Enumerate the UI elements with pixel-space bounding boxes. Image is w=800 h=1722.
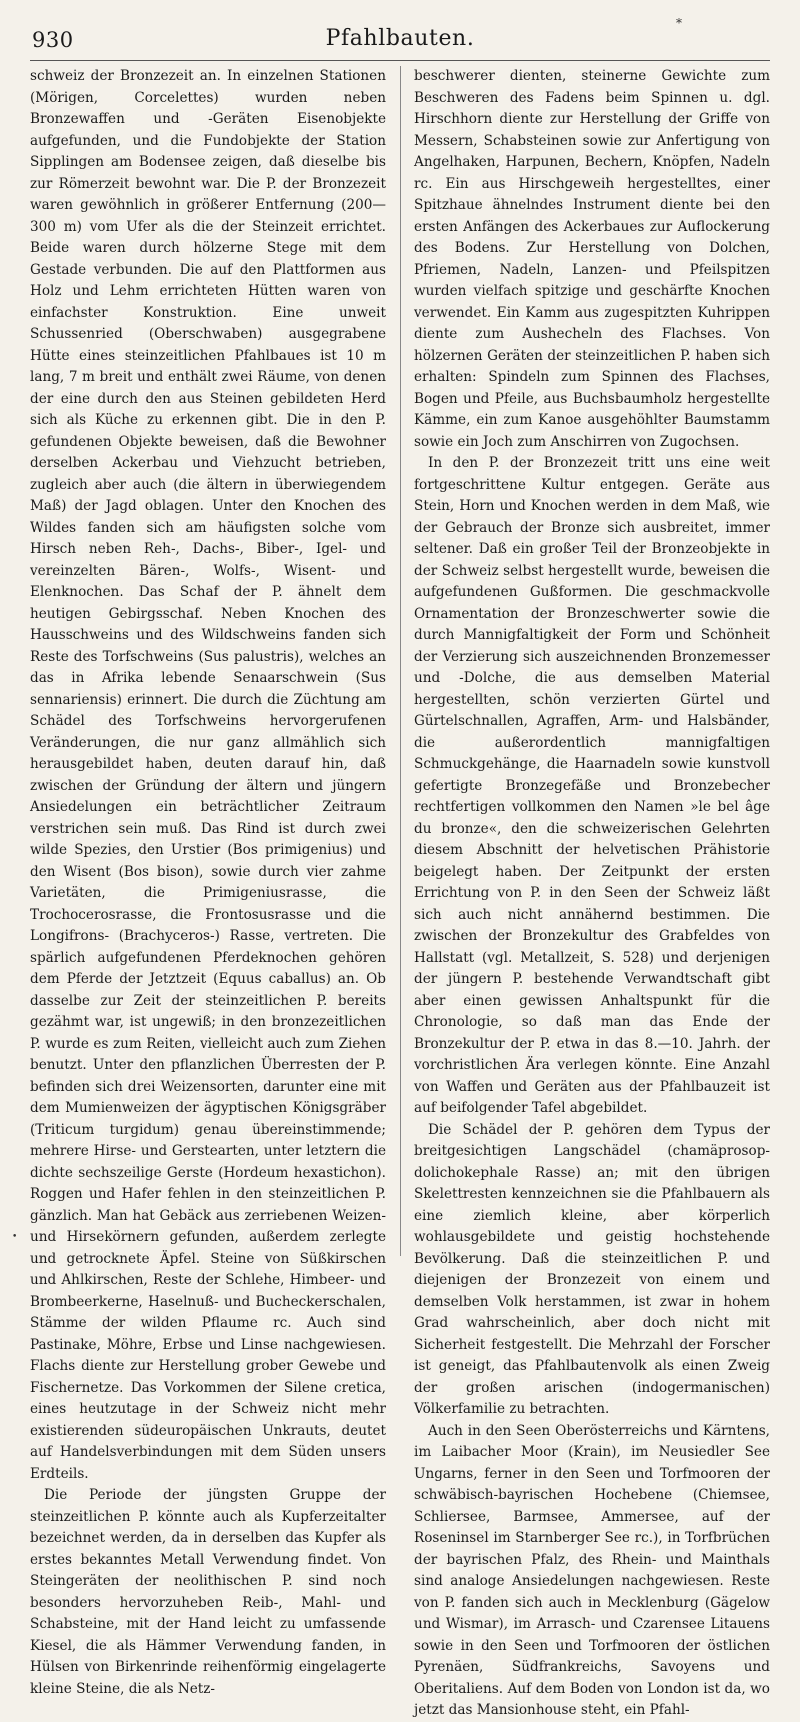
- page-header: [30, 24, 770, 58]
- paragraph: Die Periode der jüngsten Gruppe der steinzeitlichen P. könnte auch als Kupferzeitalter bezeichnet werden, da in derselben das Kupfer als erstes bekanntes Metall Verwendung findet. Von Steingeräten der neolithischen P. sind noch besonders hervorzuheben Reib-, Mahl- und Schabsteine, mit der Hand leicht zu umfassende Kiesel, die als Hämmer Verwendung fanden, in Hülsen von Birkenrinde reihenförmig eingelagerte kleine Steine, die als Netz-: [30, 1487, 386, 1697]
- right-column: [414, 66, 770, 1718]
- header-rule: [30, 60, 770, 61]
- left-column: [30, 66, 386, 1697]
- paragraph: In den P. der Bronzezeit tritt uns eine weit fortgeschrittene Kultur entgegen. Geräte aus Stein, Horn und Knochen werden in dem Maß, wie der Gebrauch der Bronze sich ausbreitet, immer seltener. Daß ein großer Teil der Bronzeobjekte in der Schweiz selbst hergestellt wurde, beweisen die aufgefundenen Gußformen. Die geschmackvolle Ornamentation der Bronzeschwerter sowie die durch Mannigfaltigkeit der Form und Schönheit der Verzierung sich auszeichnenden Bronzemesser und -Dolche, die aus demselben Material hergestellten, schön verzierten Gürtel und Gürtelschnallen, Agraffen, Arm- und Halsbänder, die außerordentlich mannigfaltigen Schmuckgehänge, die Haarnadeln sowie kunstvoll gefertigte Bronzegefäße und Bronzebecher rechtfertigen vollkommen den Namen »le bel âge du bronze«, den die schweizerischen Gelehrten diesem Abschnitt der helvetischen Prähistorie beigelegt haben. Der Zeitpunkt der ersten Errichtung von P. in den Seen der Schweiz läßt sich auch nicht annähernd bestimmen. Die zwischen der Bronzekultur des Grabfeldes von Hallstatt (vgl. Metallzeit, S. 528) und derjenigen der jüngern P. bestehende Verwandtschaft gibt aber einen gewissen Anhaltspunkt für die Chronologie, so daß man das Ende der Bronzekultur der P. etwa in das 8.—10. Jahrh. der vorchristlichen Ära verlegen könnte. Eine Anzahl von Waffen und Geräten aus der Pfahlbauzeit ist auf beifolgender Tafel abgebildet.: [414, 455, 770, 1116]
- running-title: Pfahlbauten.: [325, 26, 475, 51]
- margin-dot-mark: •: [12, 1232, 18, 1242]
- paragraph: beschwerer dienten, steinerne Gewichte zum Beschweren des Fadens beim Spinnen u. dgl. Hirschhorn diente zur Herstellung der Griffe von Messern, Schabsteinen sowie zur Anfertigung von Angelhaken, Harpunen, Bechern, Knöpfen, Nadeln rc. Ein aus Hirschgeweih hergestelltes, einer Spitzhaue ähnelndes Instrument diente bei den ersten Anfängen des Ackerbaues zur Auflockerung des Bodens. Zur Herstellung von Dolchen, Pfriemen, Nadeln, Lanzen- und Pfeilspitzen wurden vielfach spitzige und geschärfte Knochen verwendet. Ein Kamm aus zugespitzten Kuhrippen diente zum Aushecheln des Flachses. Von hölzernen Geräten der steinzeitlichen P. haben sich erhalten: Spindeln zum Spinnen des Flachses, Bogen und Pfeile, aus Buchsbaumholz hergestellte Kämme, ein zum Kanoe ausgehöhlter Baumstamm sowie ein Joch zum Anschirren von Zugochsen.: [414, 68, 770, 450]
- paragraph: schweiz der Bronzezeit an. In einzelnen Stationen (Mörigen, Corcelettes) wurden neben Bronzewaffen und -Geräten Eisenobjekte aufgefunden, und die Fundobjekte der Station Sipplingen am Bodensee zeigen, daß dieselbe bis zur Römerzeit bewohnt war. Die P. der Bronzezeit waren gewöhnlich in größerer Entfernung (200—300 m) vom Ufer als die der Steinzeit errichtet. Beide waren durch hölzerne Stege mit dem Gestade verbunden. Die auf den Plattformen aus Holz und Lehm errichteten Hütten waren von einfachster Konstruktion. Eine unweit Schussenried (Oberschwaben) ausgegrabene Hütte eines steinzeitlichen Pfahlbaues ist 10 m lang, 7 m breit und enthält zwei Räume, von denen der eine durch den aus Steinen gebildeten Herd sich als Küche zu erkennen gibt. Die in den P. gefundenen Objekte beweisen, daß die Bewohner derselben Ackerbau und Viehzucht betrieben, zugleich aber auch (die ältern in überwiegendem Maß) der Jagd oblagen. Unter den Knochen des Wildes fanden sich am häufigsten solche vom Hirsch neben Reh-, Dachs-, Biber-, Igel- und vereinzelten Bären-, Wolfs-, Wisent- und Elenknochen. Das Schaf der P. ähnelt dem heutigen Gebirgsschaf. Neben Knochen des Hausschweins und des Wildschweins fanden sich Reste des Torfschweins (Sus palustris), welches an das in Afrika lebende Senaarschwein (Sus sennariensis) erinnert. Die durch die Züchtung am Schädel des Torfschweins hervorgerufenen Veränderungen, die nur ganz allmählich sich herausgebildet haben, deuten darauf hin, daß zwischen der Gründung der ältern und jüngern Ansiedelungen ein beträchtlicher Zeitraum verstrichen sein muß. Das Rind ist durch zwei wilde Spezies, den Urstier (Bos primigenius) und den Wisent (Bos bison), sowie durch vier zahme Varietäten, die Primigeniusrasse, die Trochocerosrasse, die Frontosusrasse und die Longifrons- (Brachyceros-) Rasse, vertreten. Die spärlich aufgefundenen Pferdeknochen gehören dem Pferde der Jetztzeit (Equus caballus) an. Ob dasselbe zur Zeit der steinzeitlichen P. bereits gezähmt war, ist ungewiß; in den bronzezeitlichen P. wurde es zum Reiten, vielleicht auch zum Ziehen benutzt. Unter den pflanzlichen Überresten der P. befinden sich drei Weizensorten, darunter eine mit dem Mumienweizen der ägyptischen Königsgräber (Triticum turgidum) genau übereinstimmende; mehrere Hirse- und Gerstearten, unter letztern die dichte sechszeilige Gerste (Hordeum hexastichon). Roggen und Hafer fehlen in den steinzeitlichen P. gänzlich. Man hat Gebäck aus zerriebenen Weizen- und Hirsekörnern gefunden, außerdem zerlegte und getrocknete Äpfel. Steine von Süßkirschen und Ahlkirschen, Reste der Schlehe, Himbeer- und Brombeerkerne, Haselnuß- und Bucheckerschalen, Stämme der wilden Pflaume rc. Auch sind Pastinake, Möhre, Erbse und Linse nachgewiesen. Flachs diente zur Herstellung grober Gewebe und Fischernetze. Das Vorkommen der Silene cretica, eines heutzutage in der Schweiz nicht mehr existierenden südeuropäischen Unkrauts, deutet auf Handelsverbindungen mit dem Süden unsers Erdteils.: [30, 68, 386, 1482]
- paragraph: Die Schädel der P. gehören dem Typus der breitgesichtigen Langschädel (chamäprosop-dolichokephale Rasse) an; mit den übrigen Skelettresten kennzeichnen sie die Pfahlbauern als eine ziemlich kleine, aber körperlich wohlausgebildete und geistig hochstehende Bevölkerung. Daß die steinzeitlichen P. und diejenigen der Bronzezeit von einem und demselben Volk herstammen, ist zwar in hohem Grad wahrscheinlich, aber doch nicht mit Sicherheit festgestellt. Die Mehrzahl der Forscher ist geneigt, das Pfahlbautenvolk als einen Zweig der großen arischen (indogermanischen) Völkerfamilie zu betrachten.: [414, 1121, 770, 1417]
- text-columns: [30, 66, 770, 1718]
- page-number: 930: [32, 28, 74, 52]
- paragraph: Auch in den Seen Oberösterreichs und Kärntens, im Laibacher Moor (Krain), im Neusiedler See Ungarns, ferner in den Seen und Torfmooren der schwäbisch-bayrischen Hochebene (Chiemsee, Schliersee, Barmsee, Ammersee, auf der Roseninsel im Starnberger See rc.), in Torfbrüchen der bayrischen Pfalz, des Rhein- und Mainthals sind analoge Ansiedelungen nachgewiesen. Reste von P. fanden sich auch in Mecklenburg (Gägelow und Wismar), im Arrasch- und Czarensee Litauens sowie in den Seen und Torfmooren der östlichen Pyrenäen, Südfrankreichs, Savoyens und Oberitaliens. Auf dem Boden von London ist da, wo jetzt das Mansionhouse steht, ein Pfahl-: [414, 1422, 770, 1718]
- column-divider: [400, 66, 401, 1256]
- star-mark: *: [676, 16, 682, 30]
